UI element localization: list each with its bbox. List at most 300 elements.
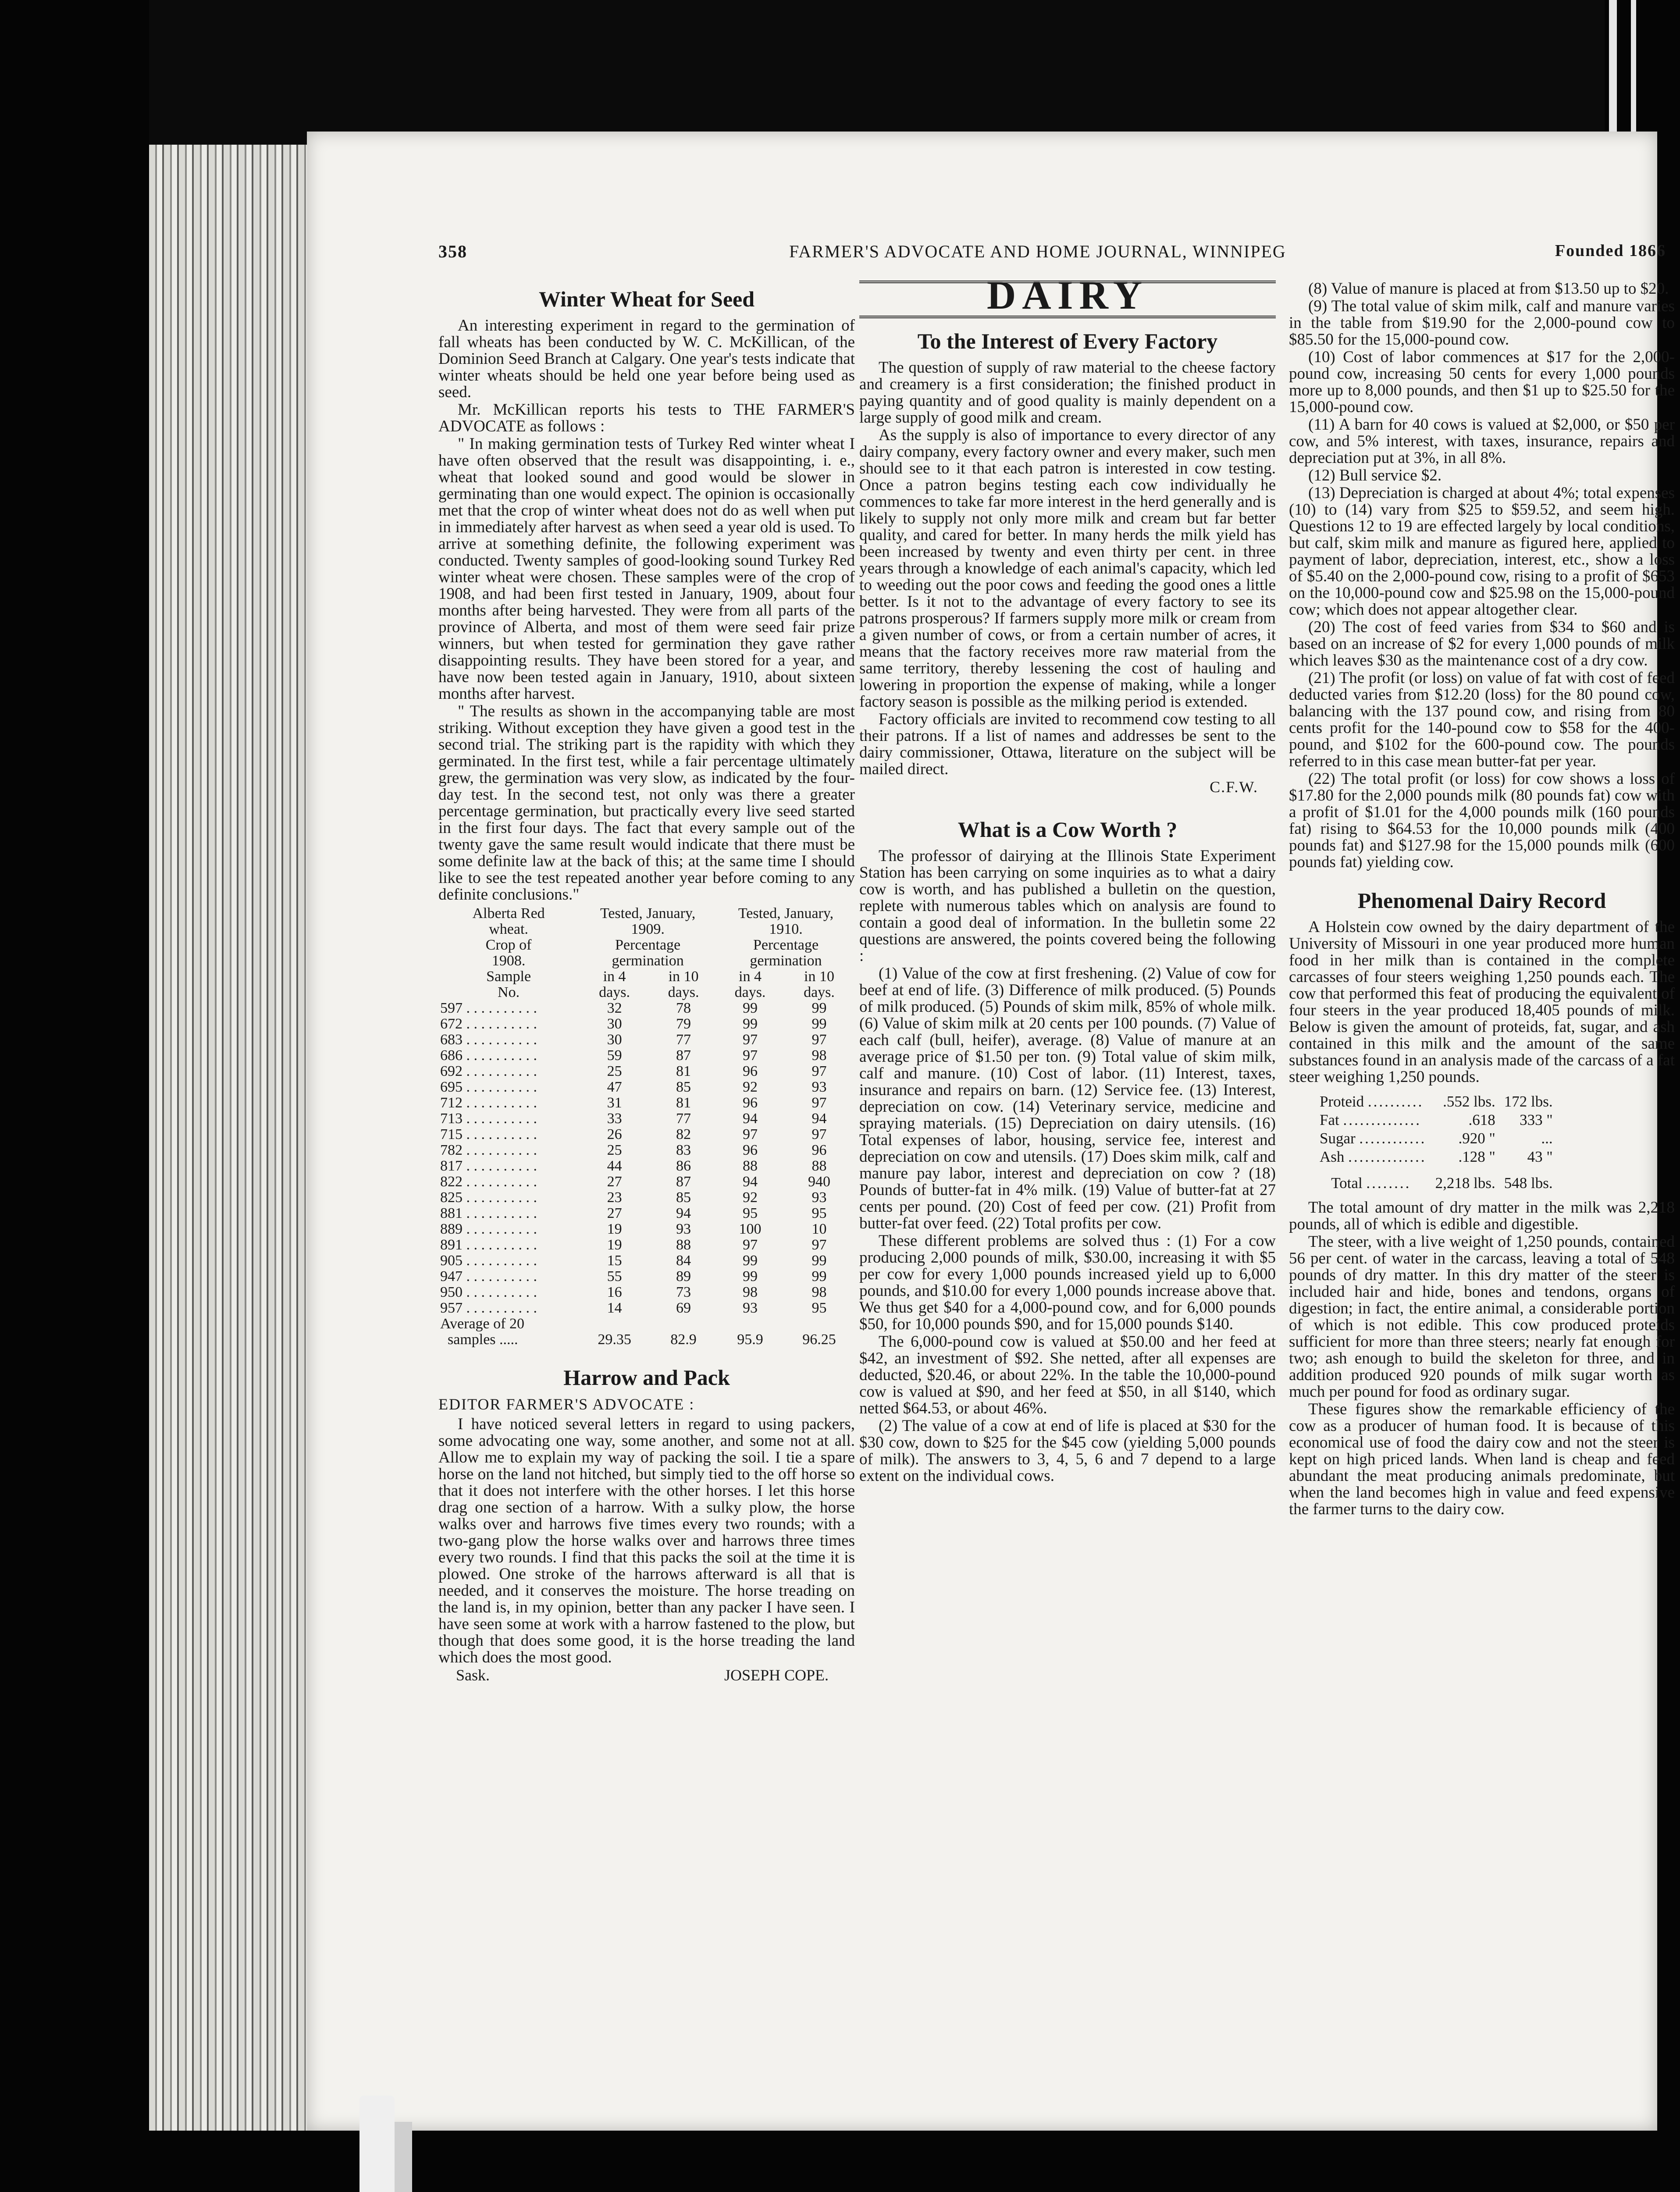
table-cell	[579, 1190, 650, 1206]
table-cell	[1315, 1129, 1431, 1148]
table-cell	[717, 1127, 783, 1142]
table-cell	[650, 1127, 717, 1142]
table-cell	[650, 1174, 717, 1190]
germination-value: 85	[676, 1079, 691, 1095]
germination-value: 77	[676, 1032, 691, 1048]
table-header: Percentage	[753, 937, 819, 953]
germination-value: 95	[812, 1300, 827, 1316]
germination-value: 81	[676, 1095, 691, 1111]
table-header: in 10	[668, 968, 699, 985]
table-header: days.	[804, 984, 835, 1000]
table-header: in 4	[603, 968, 626, 985]
place: Sask.	[456, 1666, 490, 1684]
paragraph: The question of supply of raw material to the cheese factory and creamery is a first consideration; the finished product in paying quantity and of good quality is mainly dependent on a large supply of good milk and cream.	[859, 359, 1276, 427]
sample-id: 683	[440, 1032, 463, 1048]
paragraph: " In making germination tests of Turkey Red winter wheat I have often observed that the result was disappointing, i. e., wheat that looked sound and good would be slower in germinating than one would expect. The opinion is occasionally met that the crop of winter wheat does not do as well when put in immediately after harvest as when seed a year old is used. To arrive at something definite, the following experiment was conducted. Twenty samples of good-looking sound Turkey Red winter wheat were chosen. These samples were of the crop of 1908, and had been first tested in January, 1909, about four months after being harvested. They were from all parts of the province of Alberta, and most of them were seed fair prize winners, but when tested for germination they gave rather disappointing results. They have been stored for a year, and have now been tested again in January, 1910, about sixteen months after harvest.	[438, 435, 855, 703]
germination-value: 33	[607, 1110, 622, 1127]
sample-id: 686	[440, 1047, 463, 1064]
sample-id: 905	[440, 1253, 463, 1269]
table-cell: 95.9	[737, 1331, 763, 1348]
leader-dots: . . . . . . . . . .	[463, 1095, 537, 1111]
sample-number	[438, 1142, 579, 1158]
germination-value: 89	[676, 1268, 691, 1285]
leader-dots: . . . . . . . . . .	[463, 1032, 537, 1048]
table-cell: 29.35	[598, 1331, 631, 1348]
leader-dots: . . . . . . . . . .	[463, 1047, 537, 1064]
paragraph: (11) A barn for 40 cows is valued at $2,000, or $50 per cow, and 5% interest, with taxes, insurance, repairs and depreciation put at 3%, in all 8%.	[1289, 416, 1675, 467]
table-cell	[717, 1016, 783, 1032]
table-cell	[783, 1206, 855, 1221]
germination-value: 79	[676, 1016, 691, 1032]
table-cell	[650, 1000, 717, 1016]
paragraph: These figures show the remarkable efficiency of the cow as a producer of human food. It is because of this economical use of food the dairy cow and not the steer is kept on high priced lands. When land is cheap and feed abundant the meat producing animals predominate, but when the land becomes high in value and feed expensive the farmer turns to the dairy cow.	[1289, 1400, 1675, 1518]
paragraph: (22) The total profit (or loss) for cow shows a loss of $17.80 for the 2,000 pounds milk (80 pounds fat) cow with a profit of $1.01 for the 4,000 pounds milk (160 pounds fat) rising to $64.53 for the 10,000 pounds milk (400 pounds fat) and $127.98 for the 15,000 pounds milk (600 pounds fat) yielding cow.	[1289, 770, 1675, 871]
table-cell: 96.25	[802, 1331, 836, 1348]
table-header: Tested, January,	[600, 905, 696, 922]
germination-value: 98	[812, 1047, 827, 1064]
leader-dots: . . . . . . . . . .	[463, 1142, 537, 1158]
germination-value: 73	[676, 1284, 691, 1300]
paragraph: (12) Bull service $2.	[1308, 466, 1442, 484]
signature-row	[438, 1667, 855, 1683]
avg-label: samples	[448, 1331, 496, 1348]
table-cell	[579, 1237, 650, 1253]
table-cell	[717, 1142, 783, 1158]
germination-value: 97	[812, 1063, 827, 1079]
sample-id: 695	[440, 1079, 463, 1095]
table-cell	[783, 1016, 855, 1032]
leader-dots: ............	[1359, 1130, 1427, 1147]
sample-number	[438, 1269, 579, 1285]
germination-value: 97	[812, 1032, 827, 1048]
table-row	[438, 1300, 855, 1316]
germination-value: 30	[607, 1016, 622, 1032]
sample-id: 713	[440, 1110, 463, 1127]
cow-amount: .128 "	[1458, 1148, 1495, 1165]
leader-dots: . . . . . . . . . .	[463, 1126, 537, 1142]
table-cell: Average of 20	[440, 1316, 524, 1332]
journal-title: FARMER'S ADVOCATE AND HOME JOURNAL, WINNIPEG	[789, 242, 1286, 261]
table-cell	[783, 1221, 855, 1237]
table-cell	[717, 1269, 783, 1285]
journal-page	[307, 132, 1675, 2131]
sample-number	[438, 1000, 579, 1016]
leader-dots: . . . . . . . . . .	[463, 1158, 537, 1174]
germination-value: 82	[676, 1126, 691, 1142]
sample-id: 692	[440, 1063, 463, 1079]
paragraph: Factory officials are invited to recommend cow testing to all their patrons. If a list of names and addresses be sent to the dairy commissioner, Ottawa, literature on the subject will be mailed direct.	[859, 710, 1276, 778]
table-header: Sample	[486, 968, 531, 985]
table-row	[438, 1158, 855, 1174]
cow-amount: .618	[1468, 1111, 1495, 1128]
leader-dots: ........	[1366, 1174, 1411, 1192]
germination-value: 98	[743, 1284, 758, 1300]
table-cell	[650, 1016, 717, 1032]
paragraph: As the supply is also of importance to every director of any dairy company, every factory owner and every maker, such men should see to it that each patron is interested in cow testing. Once a patron begins testing each cow individually he commences to take far more interest in the herd generally and is likely to supply not only more milk and cream but far better quality, and cared for better. In many herds the milk yield has been increased by twenty and even thirty per cent. in three years through a knowledge of each animal's capacity, which led to weeding out the poor cows and feeding the good ones a little better. Is it not to the advantage of every factory to see its patrons prosperous? If farmers supply more milk or cream from a given number of cows, or from a certain number of acres, it means that the factory receives more raw material from the same territory, thereby lessening the cost of hauling and lowering in proportion the expense of making, while a longer factory season is possible as the milking period is extended.	[859, 426, 1276, 711]
table-header: Crop of	[485, 937, 532, 953]
germination-value: 92	[743, 1079, 758, 1095]
table-cell	[650, 1190, 717, 1206]
sample-id: 597	[440, 1000, 463, 1016]
section-banner	[859, 273, 1276, 318]
germination-value: 94	[743, 1174, 758, 1190]
germination-value: 85	[676, 1189, 691, 1206]
table-cell	[783, 1111, 855, 1127]
column-right	[1289, 281, 1675, 1519]
article-title: Harrow and Pack	[563, 1365, 730, 1390]
paragraph: (21) The profit (or loss) on value of fat with cost of feed deducted varies from $12.20 (loss) for the 80 pound cow, balancing with the 137 pound cow, and rising from 80 cents profit for the 140-pound cow to $58 for the 400-pound, and $102 for the 600-pound cow. The pounds referred to in this case mean butter-fat per year.	[1289, 669, 1675, 770]
table-cell	[579, 1221, 650, 1237]
paragraph: (9) The total value of skim milk, calf and manure varies in the table from $19.90 for the 2,000-pound cow to $85.50 for the 15,000-pound cow.	[1289, 297, 1675, 349]
nutrient-table	[1315, 1092, 1557, 1192]
steer-amount: 172 lbs.	[1504, 1093, 1553, 1110]
table-cell: 548 lbs.	[1504, 1174, 1553, 1192]
page-content	[438, 241, 1675, 2082]
steer-amount: 43 "	[1527, 1148, 1553, 1165]
germination-value: 99	[743, 1016, 758, 1032]
table-cell	[579, 1000, 650, 1016]
table-header: Tested, January,	[738, 905, 834, 922]
table-row	[1315, 1129, 1557, 1148]
sample-id: 881	[440, 1205, 463, 1221]
table-cell	[579, 1095, 650, 1111]
paragraph: (1) Value of the cow at first freshening. (2) Value of cow for beef at end of life. (3) Difference of milk produced. (5) Pounds of milk produced. (5) Pounds of skim milk, 85% of whole milk. (6) Value of skim milk at 20 cents per 100 pounds. (7) Value of each calf (bull, heifer), average. (8) Value of manure at an average price of $1.50 per ton. (9) Total value of skim milk, calf and manure. (10) Cost of labor. (11) Interest, taxes, insurance and repairs on barn. (12) Service fee. (13) Interest, depreciation on cow. (14) Veterinary service, medicine and spraying materials. (15) Depreciation on dairy utensils. (16) Total expenses of labor, housing, service fee, interest and depreciation on cow and utensils. (17) Does skim milk, calf and manure pay labor, interest and depreciation on cow ? (18) Pounds of butter-fat in 4% milk. (19) Value of butter-fat at 27 cents per pound. (20) Cost of feed per cow. (21) Profit from butter-fat over feed. (22) Total profits per cow.	[859, 964, 1276, 1232]
paragraph: " The results as shown in the accompanying table are most striking. Without exception they have given a good test in the second trial. The striking part is the rapidity with which they germinated. In the first test, while a fair percentage ultimately grew, the germination was very slow, as indicated by the four-day test. In the second test, not only was there a greater percentage germination, but practically every live seed started in the first four days. The fact that every sample out of the twenty gave the same result would indicate that there must be some definite law at the back of this; at the same time I should like to see the test repeated another year before coming to any definite conclusions."	[438, 702, 855, 904]
table-header: No.	[498, 984, 520, 1000]
table-cell	[783, 1190, 855, 1206]
germination-value: 93	[812, 1189, 827, 1206]
table-cell	[650, 1253, 717, 1269]
paragraph: An interesting experiment in regard to the germination of fall wheats has been conducted by W. C. McKillican, of the Dominion Seed Branch at Calgary. One year's tests indicate that winter wheats should be held one year before being used as seed.	[438, 317, 855, 401]
sample-number	[438, 1221, 579, 1237]
table-cell	[783, 1064, 855, 1079]
table-cell	[579, 1064, 650, 1079]
scan-shadow-left	[0, 0, 149, 2192]
leader-dots: . . . . . . . . . .	[463, 1079, 537, 1095]
paragraph: I have noticed several letters in regard to using packers, some advocating one way, some another, and some not at all. Allow me to explain my way of packing the soil. I tie a spare horse on the land not hitched, but simply tied to the off horse so that it does not interfere with the other horses. I let this horse drag one section of a harrow. With a sulky plow, the horse walks over and harrows five times every two rounds; with a two-gang plow the horse walks over and harrows three times every two rounds. I find that this packs the soil at the time it is plowed. One stroke of the harrows afterward is all that is needed, and it conserves the moisture. The horse treading on the land is, in my opinion, better than any packer I have seen. I have seen some at work with a harrow fastened to the plow, but though that does some good, it is the horse treading the land which does the most good.	[438, 1415, 855, 1666]
table-cell	[783, 1158, 855, 1174]
cow-amount: .552 lbs.	[1443, 1093, 1495, 1110]
sample-number	[438, 1079, 579, 1095]
table-header: 1908.	[491, 953, 526, 969]
table-cell	[579, 1016, 650, 1032]
table-row	[1315, 1166, 1557, 1192]
table-cell	[650, 1095, 717, 1111]
table-cell	[650, 1269, 717, 1285]
signature: C.F.W.	[1210, 778, 1258, 796]
paragraph: These different problems are solved thus : (1) For a cow producing 2,000 pounds of milk, $30.00, increasing it with $5 per cow for every 1,000 pounds increased yield up to 6,000 pounds, and $10.00 for every 1,000 pounds increase above that. We thus get $40 for a 4,000-pound cow, and for 6,000 pounds $50, for 10,000 pounds $90, and for 15,000 pounds $140.	[859, 1232, 1276, 1333]
germination-value: 59	[607, 1047, 622, 1064]
sample-id: 957	[440, 1300, 463, 1316]
table-header: days.	[734, 984, 766, 1000]
germination-value: 15	[607, 1253, 622, 1269]
table-row	[438, 1190, 855, 1206]
table-cell	[717, 1237, 783, 1253]
paragraph: (10) Cost of labor commences at $17 for the 2,000-pound cow, increasing 50 cents for every 1,000 pounds more up to 8,000 pounds, and then $1 up to $25.50 for the 15,000-pound cow.	[1289, 348, 1675, 416]
leader-dots: ..........	[1367, 1093, 1424, 1110]
table-cell	[717, 1000, 783, 1016]
table-cell	[579, 1253, 650, 1269]
table-cell	[783, 1237, 855, 1253]
table-cell	[717, 1064, 783, 1079]
leader-dots: . . . . . . . . . .	[463, 1174, 537, 1190]
table-row	[438, 1206, 855, 1221]
germination-value: 26	[607, 1126, 622, 1142]
leader-dots: . . . . . . . . . .	[463, 1110, 537, 1127]
germination-value: 93	[743, 1300, 758, 1316]
germination-value: 99	[812, 1000, 827, 1016]
table-cell	[717, 1079, 783, 1095]
section-title: DAIRY	[986, 273, 1149, 317]
leader-dots: . . . . . . . . . .	[463, 1205, 537, 1221]
table-cell	[579, 1174, 650, 1190]
germination-value: 83	[676, 1142, 691, 1158]
table-header: Alberta Red	[472, 905, 545, 922]
table-row	[438, 1253, 855, 1269]
paragraph: The total amount of dry matter in the milk was 2,218 pounds, all of which is edible and digestible.	[1289, 1199, 1675, 1233]
germination-value: 94	[812, 1110, 827, 1127]
table-header: in 4	[739, 968, 762, 985]
table-cell	[650, 1142, 717, 1158]
table-cell: 82.9	[670, 1331, 697, 1348]
table-cell	[650, 1158, 717, 1174]
leader-dots: . . . . . . . . . .	[463, 1221, 537, 1237]
page-edges	[149, 145, 316, 2144]
sample-id: 817	[440, 1158, 463, 1174]
paragraph: The steer, with a live weight of 1,250 pounds, contained 56 per cent. of water in the carcass, leaving a total of 548 pounds of dry matter. In this dry matter of the steer is included hair and hide, bones and tendons, organs of digestion; in fact, the entire animal, a considerable portion of which is not edible. This cow produced proteids sufficient for more than three steers; nearly fat enough for two; ash enough to build the skeleton for three, and in addition produced 920 pounds of milk sugar worth as much per pound for food as ordinary sugar.	[1289, 1233, 1675, 1401]
table-cell	[579, 1127, 650, 1142]
germination-value: 97	[743, 1237, 758, 1253]
table-cell	[650, 1221, 717, 1237]
table-cell: samples .....	[448, 1331, 518, 1348]
table-row	[438, 1269, 855, 1285]
column-middle	[859, 273, 1276, 1485]
germination-table	[438, 906, 855, 1348]
page-number: 358	[438, 242, 467, 261]
table-row	[438, 1285, 855, 1300]
germination-value: 99	[812, 1253, 827, 1269]
germination-value: 78	[676, 1000, 691, 1016]
germination-value: 14	[607, 1300, 622, 1316]
article-title: To the Interest of Every Factory	[917, 329, 1218, 353]
table-cell	[783, 1127, 855, 1142]
germination-value: 96	[812, 1142, 827, 1158]
table-cell	[579, 1079, 650, 1095]
sample-number	[438, 1158, 579, 1174]
table-header: days.	[599, 984, 630, 1000]
paragraph: (20) The cost of feed varies from $34 to $60 and is based on an increase of $2 for every 1,000 pounds of milk which leaves $30 as the maintenance cost of a dry cow.	[1289, 618, 1675, 669]
germination-value: 97	[743, 1126, 758, 1142]
table-cell	[579, 1269, 650, 1285]
scan-shadow-bottom	[0, 2131, 1680, 2192]
table-cell	[717, 1285, 783, 1300]
table-cell	[783, 1048, 855, 1064]
germination-value: 88	[676, 1237, 691, 1253]
paragraph: The professor of dairying at the Illinois State Experiment Station has been carrying on some inquiries as to what a dairy cow is worth, and has published a bulletin on the question, replete with numerous tables which on analysis are found to contain a good deal of information. In the bulletin some 22 questions are answered, the points covered being the following :	[859, 847, 1276, 965]
article-title: Winter Wheat for Seed	[538, 287, 755, 311]
table-cell	[717, 1253, 783, 1269]
germination-value: 69	[676, 1300, 691, 1316]
table-cell	[783, 1269, 855, 1285]
table-header: germination	[612, 953, 684, 969]
leader-dots: ..............	[1343, 1111, 1421, 1128]
germination-value: 100	[739, 1221, 762, 1237]
sample-number	[438, 1064, 579, 1079]
sample-id: 782	[440, 1142, 463, 1158]
sample-number	[438, 1016, 579, 1032]
table-cell	[579, 1032, 650, 1048]
table-header: wheat.	[489, 921, 528, 937]
table-cell	[650, 1206, 717, 1221]
leader-dots: . . . . . . . . . .	[463, 1063, 537, 1079]
signature: JOSEPH COPE.	[724, 1666, 829, 1684]
table-header: germination	[750, 953, 822, 969]
germination-value: 95	[743, 1205, 758, 1221]
germination-value: 31	[607, 1095, 622, 1111]
germination-value: 97	[743, 1047, 758, 1064]
table-cell	[1315, 1092, 1431, 1111]
sample-number	[438, 1190, 579, 1206]
leader-dots: . . . . . . . . . .	[463, 1000, 537, 1016]
sample-id: 825	[440, 1189, 463, 1206]
germination-value: 97	[812, 1237, 827, 1253]
table-row	[438, 1221, 855, 1237]
table-row	[438, 1016, 855, 1032]
table-row	[438, 1332, 855, 1348]
germination-value: 32	[607, 1000, 622, 1016]
table-cell	[783, 1142, 855, 1158]
germination-value: 44	[607, 1158, 622, 1174]
table-cell	[579, 1206, 650, 1221]
article-title: What is a Cow Worth ?	[957, 817, 1178, 842]
table-row	[438, 1095, 855, 1111]
column-left	[438, 281, 855, 1683]
steer-amount: ...	[1541, 1130, 1553, 1147]
germination-value: 87	[676, 1174, 691, 1190]
table-row	[438, 1111, 855, 1127]
table-row	[438, 1048, 855, 1064]
germination-value: 98	[812, 1284, 827, 1300]
germination-value: 88	[743, 1158, 758, 1174]
leader-dots: . . . . . . . . . .	[463, 1016, 537, 1032]
germination-value: 47	[607, 1079, 622, 1095]
table-cell	[717, 1190, 783, 1206]
cow-amount: .920 "	[1458, 1130, 1495, 1147]
paragraph: (8) Value of manure is placed at from $13.50 up to $20.	[1308, 280, 1669, 298]
table-cell	[783, 1300, 855, 1316]
table-cell	[579, 1158, 650, 1174]
table-cell	[1315, 1166, 1431, 1192]
table-cell	[783, 1079, 855, 1095]
sample-id: 947	[440, 1268, 463, 1285]
article-title: Phenomenal Dairy Record	[1357, 888, 1606, 913]
sample-id: 715	[440, 1126, 463, 1142]
germination-value: 99	[743, 1000, 758, 1016]
germination-value: 97	[812, 1126, 827, 1142]
germination-value: 99	[812, 1016, 827, 1032]
paragraph: (13) Depreciation is charged at about 4%; total expenses (10) to (14) vary from $25 to $59.52, and seem high. Questions 12 to 19 are effected largely by local conditions, but calf, skim milk and manure as figured here, applied to payment of labor, depreciation, interest, etc., show a loss of $5.40 on the 2,000-pound cow, rising to a profit of $653 on the 10,000-pound cow and $25.98 on the 15,000-pound cow; which does not appear altogether clear.	[1289, 484, 1675, 619]
table-cell	[650, 1300, 717, 1316]
table-cell	[717, 1032, 783, 1048]
germination-value: 97	[812, 1095, 827, 1111]
sample-id: 891	[440, 1237, 463, 1253]
leader-dots: . . . . . . . . . .	[463, 1253, 537, 1269]
total-label: Total	[1331, 1174, 1363, 1192]
germination-value: 88	[812, 1158, 827, 1174]
table-cell	[579, 1285, 650, 1300]
sample-number	[438, 1048, 579, 1064]
germination-value: 10	[812, 1221, 827, 1237]
nutrient-rows	[1315, 1092, 1557, 1166]
sample-id: 672	[440, 1016, 463, 1032]
germination-value: 30	[607, 1032, 622, 1048]
table-cell	[717, 1111, 783, 1127]
germination-value: 19	[607, 1237, 622, 1253]
nutrient-label: Fat	[1320, 1111, 1339, 1128]
running-header	[438, 241, 1666, 267]
table-cell	[783, 1253, 855, 1269]
germination-value: 93	[676, 1221, 691, 1237]
table-header: 1909.	[631, 921, 665, 937]
nutrient-label: Ash	[1320, 1148, 1345, 1165]
table-cell	[717, 1158, 783, 1174]
sample-id: 889	[440, 1221, 463, 1237]
sample-id: 822	[440, 1174, 463, 1190]
table-cell: 2,218 lbs.	[1435, 1174, 1495, 1192]
sample-number	[438, 1206, 579, 1221]
table-cell	[783, 1095, 855, 1111]
germination-value: 940	[808, 1174, 830, 1190]
table-cell	[650, 1048, 717, 1064]
germination-value: 81	[676, 1063, 691, 1079]
table-cell	[717, 1174, 783, 1190]
sample-id: 950	[440, 1284, 463, 1300]
germination-value: 97	[743, 1032, 758, 1048]
germination-value: 25	[607, 1142, 622, 1158]
sample-number	[438, 1300, 579, 1316]
table-row	[1315, 1092, 1557, 1111]
table-row	[438, 1032, 855, 1048]
germination-rows	[438, 1000, 855, 1316]
table-row	[438, 1142, 855, 1158]
leader-dots: ..............	[1348, 1148, 1427, 1165]
page-clip	[359, 2096, 395, 2192]
germination-value: 19	[607, 1221, 622, 1237]
germination-value: 96	[743, 1095, 758, 1111]
germination-value: 99	[743, 1253, 758, 1269]
germination-value: 27	[607, 1174, 622, 1190]
table-header: 1910.	[769, 921, 803, 937]
germination-value: 99	[743, 1268, 758, 1285]
table-row	[438, 1174, 855, 1190]
table-cell	[717, 1095, 783, 1111]
germination-value: 96	[743, 1063, 758, 1079]
table-row	[438, 1237, 855, 1253]
sample-number	[438, 1253, 579, 1269]
steer-amount: 333 "	[1520, 1111, 1553, 1128]
table-row	[438, 1064, 855, 1079]
table-cell	[783, 1032, 855, 1048]
table-row	[1315, 1148, 1557, 1166]
table-cell	[1315, 1148, 1431, 1166]
germination-value: 84	[676, 1253, 691, 1269]
table-cell	[650, 1285, 717, 1300]
nutrient-label: Proteid	[1320, 1093, 1364, 1110]
table-cell	[579, 1111, 650, 1127]
table-cell	[783, 1000, 855, 1016]
table-cell	[650, 1064, 717, 1079]
founded-note: Founded 1866	[1555, 242, 1666, 260]
